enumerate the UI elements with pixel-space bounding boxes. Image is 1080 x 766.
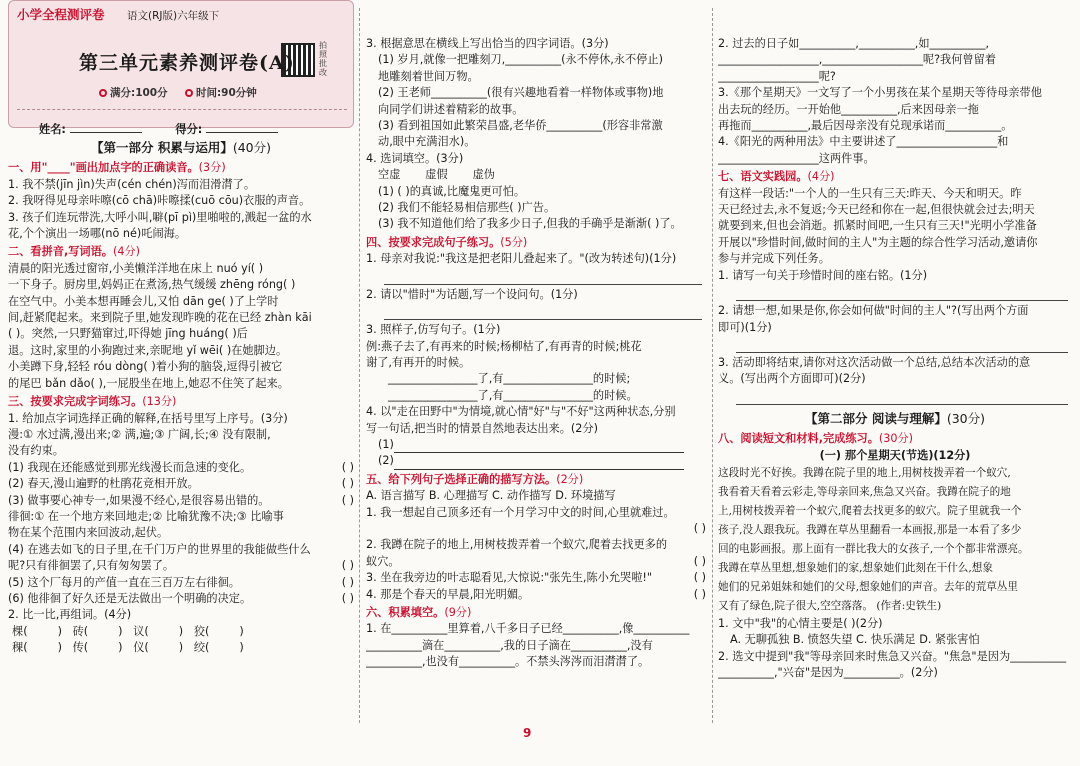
reading-q2[interactable]: __________,"兴奋"是因为__________。(2分)	[718, 666, 938, 680]
story-title: (一) 那个星期天(节选)(12分)	[819, 448, 971, 462]
answer-paren[interactable]: ( )	[341, 493, 354, 507]
s1-item: 1. 我不禁(jīn jìn)失声(cén chén)泻而泪滑潸了。	[8, 177, 256, 191]
s5-item: 1. 我一想起自己顶多还有一个月学习中文的时间,心里就难过。	[366, 505, 675, 519]
answer-paren[interactable]: ( )	[693, 554, 706, 568]
s3-def: 没有约束。	[8, 444, 64, 458]
s7-paragraph: 参与并完成下列任务。	[718, 252, 830, 266]
s3-item: (1) 我现在还能感觉到那光线漫长而急速的变化。 ( )	[8, 460, 354, 476]
qr-caption: 拍照批改	[319, 41, 327, 77]
word-bank: 空虚 虚假 虚伪	[378, 168, 495, 182]
c3-q2[interactable]: __________________,__________________呢?我何曾留着	[718, 53, 996, 67]
exam-header	[8, 0, 354, 136]
name-bar	[17, 109, 347, 138]
s2-line: 在空气中。小美本想再睡会儿,又怕 dān ge( )了上学时	[8, 294, 279, 308]
section-5-title: 五、给下列句子选择正确的描写方法。(2分)	[366, 472, 584, 486]
section-8-title: 八、阅读短文和材料,完成练习。(30分)	[718, 432, 914, 446]
clock-icon	[99, 89, 107, 97]
s5-item: 蚁穴。 ( )	[366, 554, 706, 570]
page-number: 9	[523, 726, 532, 740]
section-3-title: 三、按要求完成字词练习。(13分)	[8, 395, 177, 409]
name-field[interactable]	[70, 132, 142, 133]
exam-meta	[99, 85, 271, 101]
s7-q2: 2. 请想一想,如果是你,你会如何做"时间的主人"?(写出两个方面	[718, 304, 1029, 318]
s3-item: (5) 这个厂每月的产值一直在三百万左右徘徊。 ( )	[8, 575, 354, 591]
column-1	[8, 0, 354, 730]
s7-q2: 即可)(1分)	[718, 320, 772, 334]
s3-item: (2) 春天,漫山遍野的杜鹃花竞相开放。 ( )	[8, 476, 354, 492]
compare-row: 棵( ) 砖( ) 议( ) 狡( )	[12, 624, 244, 638]
answer-paren[interactable]: ( )	[693, 587, 706, 601]
s7-paragraph: 有这样一段话:"一个人的一生只有三天:昨天、今天和明天。昨	[718, 186, 1022, 200]
answer-paren[interactable]: ( )	[341, 591, 354, 605]
s7-q3: 3. 活动即将结束,请你对这次活动做一个总结,总结本次活动的意	[718, 355, 1031, 369]
s7-paragraph: 就要到来,但也会消逝。抓紧时间吧,一生只有三天!"光明小学准备	[718, 219, 1037, 233]
c2-q3-item: 向同学们讲述着精彩的故事。	[378, 102, 524, 116]
s2-line: 一下身子。厨房里,妈妈正在煮汤,热气缓缓 zhēng róng( )	[8, 278, 296, 292]
section-6-title: 六、积累填空。(9分)	[366, 606, 472, 619]
s3-item: (4) 在逃去如飞的日子里,在千门万户的世界里的我能做些什么	[8, 542, 311, 556]
s3-q1: 1. 给加点字词选择正确的解释,在括号里写上序号。(3分)	[8, 411, 288, 425]
answer-line[interactable]	[384, 268, 702, 285]
s2-line: 退。这时,家里的小狗跑过来,亲昵地 yǐ wēi( )在她脚边。	[8, 343, 288, 357]
s3-def: 物在某个范围内来回波动,起伏。	[8, 526, 169, 540]
answer-line[interactable]	[736, 284, 1068, 301]
c3-q3[interactable]: 再拖而__________,最后因母亲没有兑现承诺而__________。	[718, 119, 1013, 133]
s7-q1: 1. 请写一句关于珍惜时间的座右铭。(1分)	[718, 268, 928, 282]
s5-item: 2. 我蹲在院子的地上,用树枝拨弄着一个蚁穴,爬着去找更多的	[366, 538, 668, 552]
s4-q3-example: 例:燕子去了,有再来的时候;杨柳枯了,有再青的时候;桃花	[366, 339, 642, 353]
s4-q4: 4. 以"走在田野中"为情境,就心情"好"与"不好"这两种状态,分别	[366, 405, 676, 419]
c2-q3: 3. 根据意思在横线上写出恰当的四字词语。(3分)	[366, 37, 609, 50]
answer-paren[interactable]: ( )	[341, 477, 354, 491]
timer-icon	[185, 89, 193, 97]
s3-item: (6) 他徘徊了好久还是无法做出一个明确的决定。 ( )	[8, 591, 354, 607]
c2-q4: 4. 选词填空。(3分)	[366, 151, 464, 165]
answer-line[interactable]	[736, 336, 1068, 353]
s4-q3-example: 谢了,有再开的时候。	[366, 355, 471, 369]
c2-q3-item: (3) 看到祖国如此繁荣昌盛,老华侨__________(形容非常激	[378, 119, 663, 133]
score-label: 得分:	[175, 123, 203, 136]
c3-q2[interactable]: __________________呢?	[718, 69, 836, 83]
c2-q3-item: 动,眼中充满泪水)。	[378, 135, 476, 149]
s2-line: 清晨的阳光透过窗帘,小美懒洋洋地在床上 nuó yí( )	[8, 261, 264, 275]
s6-q1[interactable]: __________,也没有__________。不禁头涔涔而泪潸潸了。	[366, 655, 650, 669]
c2-q4-item: (1) ( )的真诚,比魔鬼更可怕。	[378, 184, 526, 198]
s4-q3-fill[interactable]: ________________了,有________________的时候。	[388, 388, 638, 402]
c3-q4[interactable]: 4.《阳光的两种用法》中主要讲述了__________________和	[718, 135, 1009, 149]
compare-row: 稞( ) 传( ) 仪( ) 绞( )	[12, 641, 244, 655]
answer-paren[interactable]: ( )	[341, 575, 354, 589]
c3-q3[interactable]: 出去玩的经历。一开始他__________,后来因母亲一拖	[718, 102, 979, 116]
s1-item: 3. 孩子们连玩带洗,大呼小叫,噼(pī pì)里啪啦的,溅起一盆的水	[8, 210, 312, 224]
s3-def: 漫:① 水过满,漫出来;② 满,遍;③ 广阔,长;④ 没有限制,	[8, 427, 271, 441]
s7-q3: 义。(写出两个方面即可)(2分)	[718, 372, 866, 386]
s7-paragraph: 开展以"珍惜时间,做时间的主人"为主题的综合性学习活动,邀请你	[718, 235, 1038, 249]
column-divider	[712, 8, 713, 723]
s4-q4-line[interactable]: (1)	[366, 437, 706, 453]
s4-q3: 3. 照样子,仿写句子。(1分)	[366, 323, 501, 337]
reading-q1: 1. 文中"我"的心情主要是( )(2分)	[718, 616, 883, 630]
s2-line: ( )。突然,一只野猫窜过,吓得她 jīng huáng( )后	[8, 327, 248, 341]
s6-q1[interactable]: 1. 在__________里算着,八千多日子已经__________,像__________	[366, 622, 690, 636]
s4-q4: 写一句话,把当时的情景自然地表达出来。(2分)	[366, 421, 598, 435]
answer-paren[interactable]: ( )	[693, 521, 706, 535]
score-field[interactable]	[206, 132, 278, 133]
column-divider	[359, 8, 360, 723]
section-4-title: 四、按要求完成句子练习。(5分)	[366, 235, 528, 249]
part-1-heading: 【第一部分 积累与运用】(40分)	[90, 140, 272, 155]
name-label: 姓名:	[39, 123, 66, 136]
page-title: 第三单元素养测评卷(A)	[79, 52, 295, 74]
column-2	[366, 36, 706, 766]
c2-q4-item: (2) 我们不能轻易相信那些( )广告。	[378, 201, 556, 215]
s5-item: 4. 那是个春天的早晨,阳光明媚。 ( )	[366, 587, 706, 603]
c3-q2[interactable]: 2. 过去的日子如__________,__________,如__________,	[718, 37, 990, 50]
s5-item: 3. 坐在我旁边的叶志聪看见,大惊说:"张先生,陈小允哭啦!" ( )	[366, 570, 706, 586]
s4-q4-line[interactable]: (2)	[366, 453, 706, 469]
answer-line[interactable]	[736, 388, 1068, 405]
s3-item: (3) 做事要心神专一,如果漫不经心,是很容易出错的。 ( )	[8, 493, 354, 509]
story-text: 这段时光不好挨。我蹲在院子里的地上,用树枝拨弄着一个蚁穴, 我看着天看着云彩走,等母亲回来,焦急又兴奋。我蹲在院子的地 上,用树枝拨弄着一个蚁穴,爬着去找更多的蚁穴。院子里就我一个 孩子,没人跟我玩。我蹲在草丛里翻看一本画报,那是一本看了多少 回的电影画报。那上面有一群比我大的女孩子,一个个都非常漂亮。 我蹲在草丛里想,想象她们的家,想象她们此刻在干什么,想象 她们的兄弟姐妹和她们的父母,想象她们的声音。去年的荒草丛里 又有了绿色,院子很大,空空落落。 (作者:史铁生)	[718, 466, 1029, 612]
s2-line: 小美蹲下身,轻轻 róu dòng( )着小狗的脑袋,逗得引被它	[8, 360, 283, 374]
s3-q2: 2. 比一比,再组词。(4分)	[8, 608, 132, 622]
s4-q3-fill[interactable]: ________________了,有________________的时候;	[388, 372, 631, 386]
answer-paren[interactable]: ( )	[693, 571, 706, 585]
s7-paragraph: 天已经过去,永不复返;今天已经和你在一起,但很快就会过去;明天	[718, 203, 1035, 217]
s4-q1: 1. 母亲对我说:"我这是把老阳儿叠起来了。"(改为转述句)(1分)	[366, 252, 677, 266]
brand-name: 小学全程测评卷	[17, 7, 105, 22]
s3-item: 呢?只有徘徊罢了,只有匆匆罢了。 ( )	[8, 558, 354, 574]
c2-q3-item: (2) 王老师__________(很有兴趣地看着一样物体或事物)地	[378, 86, 664, 100]
c2-q4-item: (3) 我不知道他们给了我多少日子,但我的手确乎是渐渐( )了。	[378, 217, 682, 231]
c2-q3-item: 地雕刻着世间万物。	[378, 69, 479, 83]
exam-time: 时间:90分钟	[195, 87, 257, 99]
c3-q4[interactable]: __________________这两件事。	[718, 151, 875, 165]
subject-label: 语文(RJ版)六年级下	[127, 10, 220, 22]
s3-def: 徘徊:① 在一个地方来回地走;② 比喻犹豫不决;③ 比喻事	[8, 509, 284, 523]
s5-options: A. 语言描写 B. 心理描写 C. 动作描写 D. 环境描写	[366, 489, 616, 503]
column-3	[718, 36, 1072, 766]
s2-line: 间,赶紧爬起来。来到院子里,她发现昨晚的花在已经 zhàn kāi	[8, 311, 312, 325]
c2-q3-item: (1) 岁月,就像一把雕刻刀,__________(永不停休,永不停止)	[378, 53, 663, 67]
answer-line[interactable]	[384, 303, 702, 320]
s6-q1[interactable]: __________滴在__________,我的日子滴在__________,没有	[366, 638, 653, 652]
part-2-heading: 【第二部分 阅读与理解】(30分)	[804, 410, 986, 426]
section-7-title: 七、语文实践园。(4分)	[718, 170, 835, 184]
s2-line: 的尾巴 bǎn dǎo( ),一屁股坐在地上,她忍不住笑了起来。	[8, 376, 289, 390]
c3-q3: 3.《那个星期天》一文写了一个小男孩在某个星期天等待母亲带他	[718, 86, 1042, 100]
reading-q2[interactable]: 2. 选文中提到"我"等母亲回来时焦急又兴奋。"焦急"是因为__________	[718, 649, 1067, 663]
s1-item: 花,个个演出一场哪(nō né)吒闹海。	[8, 227, 187, 241]
answer-paren[interactable]: ( )	[341, 460, 354, 474]
reading-q1-options[interactable]: A. 无聊孤独 B. 愤怒失望 C. 快乐满足 D. 紧张害怕	[730, 633, 980, 647]
answer-paren[interactable]: ( )	[341, 559, 354, 573]
section-2-title: 二、看拼音,写词语。(4分)	[8, 245, 140, 259]
full-score: 满分:100分	[110, 87, 168, 99]
s1-item: 2. 我呀得见母亲咔嚓(cō chā)咔嚓揉(cuō cōu)衣服的声音。	[8, 194, 311, 208]
section-1-title: 一、用"____"画出加点字的正确读音。(3分)	[8, 161, 226, 175]
s4-q2: 2. 请以"惜时"为话题,写一个设问句。(1分)	[366, 287, 578, 301]
